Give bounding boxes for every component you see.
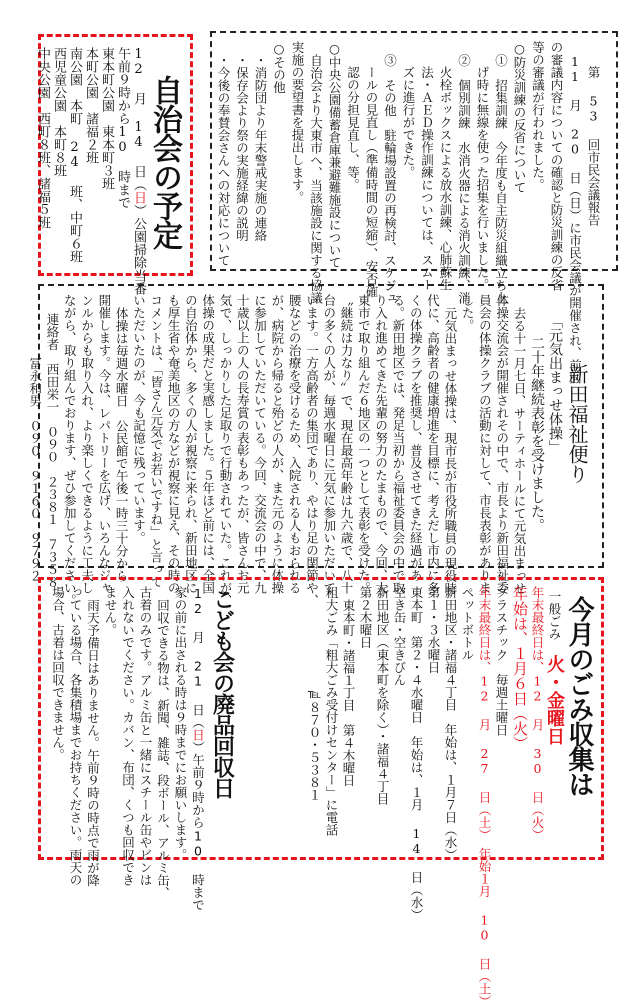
general-garbage-row bbox=[546, 586, 563, 854]
fukushi-line: の自治体から、多くの人が視察に来られ、新田地区に bbox=[183, 294, 199, 594]
report-line: ① 招集訓練 今年度も自主防災組織立ち上 bbox=[493, 53, 509, 304]
fukushi-line: した。 bbox=[460, 294, 476, 332]
kodomokai-line: 家の前に出される時は９時までにお願いします。 bbox=[173, 586, 188, 861]
jichikai-line: 中央公園 西町８班、諸福５班 bbox=[35, 47, 50, 229]
shimin-report-title: 第 53 回市民会議報告 bbox=[586, 66, 601, 226]
contact-row bbox=[26, 294, 43, 582]
cans-area2: 東本町・諸福１丁目 第４木曜日 bbox=[341, 598, 356, 786]
fukushi-line: 〝継続は力なり〟で、現在最高年齢は九六歳で、八十 bbox=[339, 294, 355, 594]
sunday-marker: 日 bbox=[131, 191, 146, 204]
report-line: ・消防団より年末警戒実施の連絡 bbox=[253, 53, 268, 241]
pet-days1: 第１・３水曜日 bbox=[426, 586, 441, 674]
report-line: ・今後の奉賛会さんへの対応について bbox=[216, 53, 231, 266]
jichikai-line: 東本町公園 東本町３班 bbox=[99, 47, 114, 190]
kodomokai-title: こども会の廃品回収日 bbox=[209, 588, 235, 798]
general-year-end: 年末最終日は、12 月 30 日（火） bbox=[530, 586, 545, 841]
kodomokai-line: っている場合、各集積場までお持ちください。雨天の bbox=[68, 586, 83, 886]
fukushi-line: が、病院から帰ると殆どの人が、また元のように体操 bbox=[269, 294, 285, 594]
jichikai-line: 午前９時から10 時まで bbox=[115, 47, 130, 209]
kodomokai-line: 古着のみです。アルミ缶と一緒にスチール缶やビンは bbox=[138, 586, 153, 886]
gomi-kodomokai-box bbox=[38, 577, 604, 1007]
gomi-title: 今月のごみ収集は bbox=[564, 596, 594, 796]
fukushi-line: 東市で取り組んだ６地区の一つとして表彰を受けた。 bbox=[356, 294, 372, 594]
fukushi-content bbox=[26, 294, 590, 607]
kodomokai-date: 12 月 21 日（日）午前９時から10 時まで bbox=[190, 586, 206, 911]
fukushi-line: 体操交流会が開催されその中で、市長より新田福祉委 bbox=[494, 294, 510, 594]
report-line: ③ その他 駐輪場設置の再検討、スケジュ bbox=[382, 53, 398, 304]
fukushi-line: 台の多くの人が、毎週水曜日に元気に参加いただいて bbox=[321, 294, 337, 594]
jichikai-content bbox=[34, 47, 182, 295]
general-new-year: 年始は、１月６日（火） bbox=[511, 586, 529, 751]
fukushi-line: ンルからも取り入れ、より楽しくできるように工夫し bbox=[79, 294, 95, 594]
report-line: ② 個別訓練 水消火器による消火訓練、消 bbox=[456, 53, 472, 304]
fukushi-line: も厚生省や奄美地区の方などが視察に見え、その時の bbox=[166, 294, 182, 594]
report-line: 11 月 20 日（日）に市民会議が開催され、前回 bbox=[567, 53, 583, 384]
kodomokai-line: 入れないでください。カバン、布団、くつも回収でき bbox=[120, 586, 136, 886]
contacts-label: 連絡者 bbox=[44, 312, 60, 351]
fukushi-line: ながら、取り組んでおります、ぜひ参加してください。 bbox=[62, 294, 78, 607]
fukushi-line: 体操の成果だと実感しました。５年ほど前には、全国 bbox=[200, 294, 216, 594]
report-line: 法・ＡＥＤ操作訓練については、スムー bbox=[419, 66, 435, 291]
cans-area1: 新田地区（東本町を除く）・諸福４丁目 bbox=[375, 586, 390, 805]
report-line: ○防災訓練の反省について bbox=[512, 41, 527, 194]
fukushi-title: 新田福祉便り bbox=[565, 364, 589, 484]
fukushi-line: 十歳以上の人の長寿賞の表彰もあったが、皆さんお元 bbox=[235, 294, 251, 594]
kodomokai-line: ません。 bbox=[103, 586, 118, 636]
kodomokai-content bbox=[49, 586, 237, 911]
kodomokai-line: 場合、古着は回収できません。 bbox=[50, 586, 66, 761]
fukushi-heading: 二十年継続表彰を受けました。 bbox=[529, 336, 545, 532]
report-line: ールの見直し（準備時間の短縮）、安否確 bbox=[364, 66, 379, 298]
pet-area1: 新田地区・諸福４丁目 年始は、１月７日（水） bbox=[443, 586, 458, 861]
fukushi-line: 代に、高齢者の健康増進を目標に、考えだし市内に多 bbox=[425, 294, 441, 594]
fukushi-line: 去る十一月七日、サーティホールにて元気出まっせ bbox=[512, 306, 527, 594]
report-line: 等の審議が行われました。 bbox=[530, 41, 546, 191]
report-line: げ時に無線を使った招集を行いました。 bbox=[475, 66, 490, 291]
fukushi-line: コメントは、「皆さん元気でお若いですね」と言って bbox=[148, 294, 164, 588]
jichikai-line: 西児童公園 本町８班 bbox=[51, 47, 66, 177]
cans-label: 空き缶・空きびん bbox=[392, 586, 407, 686]
plastic-row: プラスチック 毎週土曜日 bbox=[494, 586, 509, 736]
cans-days1: 第２木曜日 bbox=[358, 586, 373, 649]
contact-phone: ０９０ ９１６０ ９７９２ bbox=[27, 419, 43, 582]
fukushi-line: り入れ進めてきた先輩の努力のたまもので、今回、大 bbox=[373, 294, 389, 594]
sunday-marker: 日 bbox=[190, 728, 206, 741]
report-line: 火栓ボックスによる放水訓練、心肺蘇生 bbox=[438, 66, 453, 291]
gomi-content bbox=[306, 586, 595, 1007]
fukushi-line: います。一方高齢者の集団であり、やはり足の関節や、 bbox=[304, 294, 320, 607]
fukushi-line: いただいたのが、今も記憶に残っています。 bbox=[131, 294, 147, 544]
report-line: ズに進行ができた。 bbox=[401, 66, 416, 179]
jichikai-schedule-box bbox=[35, 34, 193, 295]
sodai-tel: ℡８７０・５３８１ bbox=[307, 686, 322, 801]
fukushi-line: 気で、しっかりした足取りで行動されていた。これが、 bbox=[217, 294, 233, 607]
general-garbage-days: 火・金曜日 bbox=[544, 655, 565, 745]
pet-area2: 東本町 第２・４水曜日 年始は、１月 14 日（水） bbox=[409, 586, 424, 921]
pet-label: ペットボトル bbox=[460, 586, 475, 661]
fukushi-line: 体操は毎週水曜日 公民館で午後一時三十分から bbox=[114, 306, 130, 582]
report-line: ○その他 bbox=[271, 41, 287, 94]
report-line: 自治会より大東市へ、当該施設に関する協議 bbox=[308, 53, 324, 304]
kodomokai-line: 雨天予備日はありません。午前９時の時点で雨が降 bbox=[85, 598, 101, 886]
report-line: ○中央公園備蓄倉庫兼避難施設について bbox=[327, 41, 342, 269]
fukushi-line: 開催します。今は、レパトリーを広げ、いろんなジャ bbox=[96, 294, 112, 594]
jichikai-date: 12 月 14 日（日）公園掃除当番 bbox=[131, 47, 146, 295]
fukushi-box bbox=[27, 284, 604, 607]
kodomokai-line: 回収できる物は、新聞、雑誌、段ボール、アルミ缶、 bbox=[155, 598, 171, 899]
sodai-row: 粗大ごみ「粗大ごみ受付けセンター」に電話 bbox=[324, 586, 339, 836]
fukushi-line: 腰などの治療を受けるため、入院される人もおられる bbox=[287, 294, 303, 594]
contact-row bbox=[44, 294, 61, 588]
report-line: 認の分担見直し、等。 bbox=[345, 66, 361, 191]
fukushi-line: 元気出まっせ体操は、現市長が市役所職員の現役時 bbox=[442, 306, 458, 594]
fukushi-line: 員会の体操クラブの活動に対して、市長表彰がありま bbox=[477, 294, 493, 594]
fukushi-line: る。新田地区では、発足当初から福祉委員会の中で取 bbox=[390, 294, 406, 594]
general-garbage-label: 一般ごみ bbox=[547, 590, 562, 640]
report-line: ・保存会より祭の実施経緯の説明 bbox=[234, 53, 250, 241]
fukushi-line: くの体操クラブを推奨し、普及させてきた経過があ bbox=[408, 294, 424, 582]
fukushi-subtitle: 「元気出まっせ体操」 bbox=[547, 313, 563, 454]
jichikai-line: 本町公園 諸福２班 bbox=[83, 47, 98, 164]
report-line: の審議内容についての確認と防災訓練の反省 bbox=[549, 41, 564, 291]
plastic-dates: 年末最終日は、12 月 27 日（土） 年始１月 10 日（土） bbox=[477, 586, 492, 1007]
contact-name: 冨永和男 bbox=[27, 356, 43, 407]
contact-phone: ０９０ ２３８１ ７３５８ bbox=[44, 425, 60, 588]
jichikai-line: 南公園 本町 24 班、中町６班 bbox=[67, 47, 82, 263]
contact-name: 西田栄一 bbox=[44, 362, 60, 413]
fukushi-line: に参加していただいている。今回、交流会の中で、九 bbox=[252, 294, 268, 594]
jichikai-title: 自治会の予定 bbox=[147, 75, 182, 249]
report-line: 実施の要望書を提出します。 bbox=[290, 41, 305, 204]
